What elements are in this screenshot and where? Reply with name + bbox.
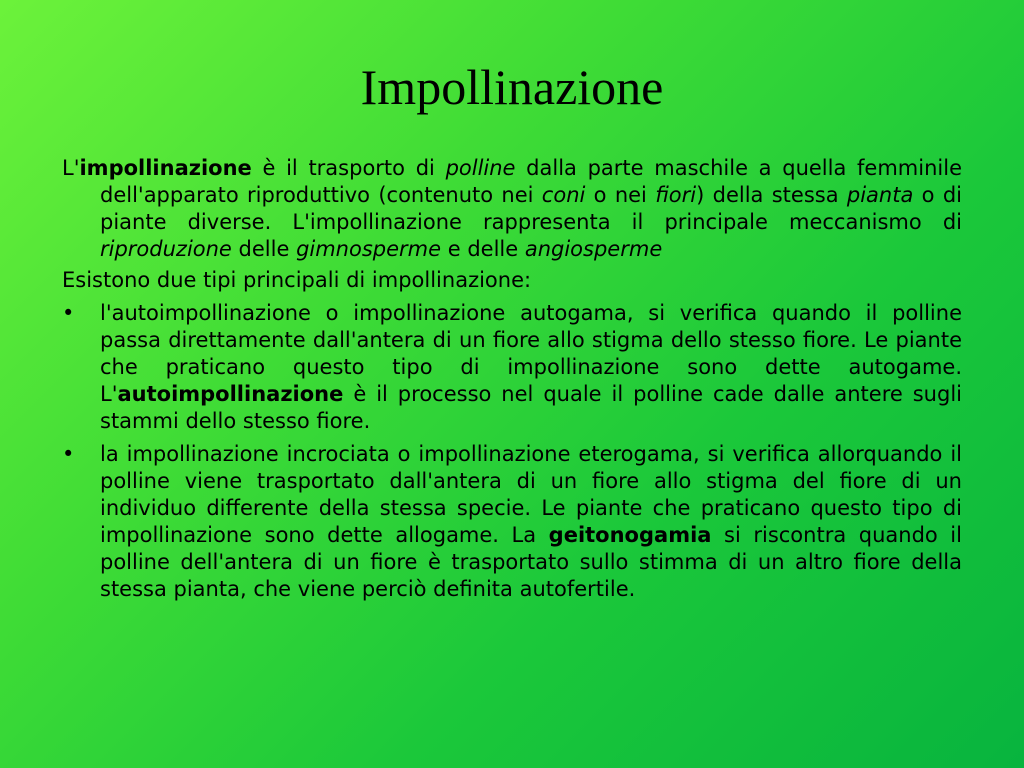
intro-text: o nei (585, 183, 656, 207)
bullet-text: è il processo nel quale il polline cade dalle antere sugli stammi dello stesso fiore. (100, 382, 962, 433)
bullet-icon: • (62, 301, 75, 325)
intro-text: delle (231, 237, 297, 261)
intro-text: ) della stessa (696, 183, 847, 207)
term-autoimpollinazione: autoimpollinazione (117, 382, 344, 406)
intro-text: L' (62, 156, 80, 180)
term-impollinazione: impollinazione (79, 156, 252, 180)
bullet-impollinazione-incrociata (62, 441, 962, 603)
term-coni: coni (541, 183, 586, 207)
intro-text: e delle (441, 237, 525, 261)
bullet-autoimpollinazione (62, 300, 962, 435)
bullet-text: la impollinazione incrociata o impollinazione eterogama, si verifica allorquando il polline viene trasportato dall'antera di un fiore allo stigma del fiore di un individuo differente della stessa specie. Le piante che praticano questo tipo di impollinazione sono dette allogame. La (100, 442, 962, 547)
slide-title: Impollinazione (360, 59, 664, 115)
intro-text: o di piante diverse. L'impollinazione rappresenta il principale meccanismo di (100, 183, 962, 234)
term-gimnosperme: gimnosperme (296, 237, 442, 261)
term-polline: polline (445, 156, 516, 180)
bullet-icon: • (62, 442, 75, 466)
term-fiori: fiori (655, 183, 697, 207)
term-angiosperme: angiosperme (524, 237, 663, 261)
bullet-text: si riscontra quando il polline dell'antera di un fiore è trasportato sullo stimma di un altro fiore della stessa pianta, che viene perciò definita autofertile. (100, 523, 962, 601)
intro-paragraph (62, 155, 962, 263)
intro-text: è il trasporto di (251, 156, 446, 180)
term-pianta: pianta (846, 183, 914, 207)
term-riproduzione: riproduzione (100, 237, 232, 261)
slide-body (62, 155, 962, 609)
bullet-text: l'autoimpollinazione o impollinazione autogama, si verifica quando il polline passa direttamente dall'antera di un fiore allo stigma dello stesso fiore. Le piante che praticano questo tipo di impollinazione sono dette autogame. L' (100, 301, 962, 406)
intro-text: dalla parte maschile a quella femminile dell'apparato riproduttivo (contenuto nei (100, 156, 962, 207)
types-intro: Esistono due tipi principali di impollinazione: (62, 268, 532, 292)
term-geitonogamia: geitonogamia (548, 523, 712, 547)
